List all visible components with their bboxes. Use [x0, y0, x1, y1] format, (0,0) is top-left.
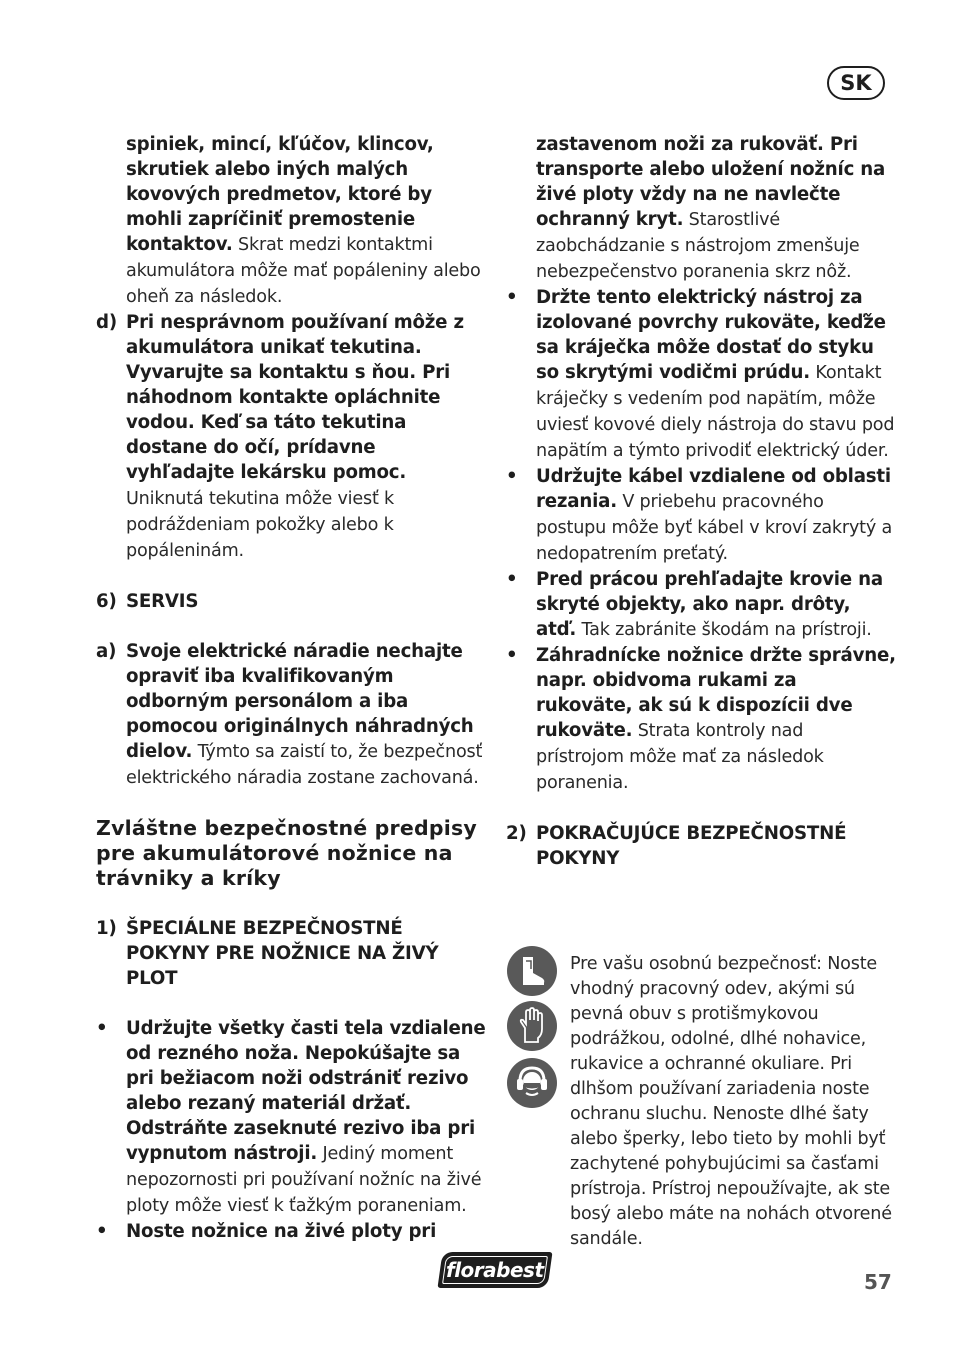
section-6-title: SERVIS — [126, 591, 199, 612]
bullet-1-text: Jediný moment nepozornosti pri používaní nožníc na živé ploty môže viesť k ťažkým poraneniam. — [126, 1144, 482, 1216]
section-6-servis — [96, 589, 486, 614]
bullet-5-text: Tak zabránite škodám na prístroji. — [576, 620, 872, 640]
bullet-icon: • — [96, 1221, 108, 1242]
logo-text: florabest — [446, 1258, 544, 1282]
bullet-2-cont-bold: zastavenom noži za rukoväť. Pri transporte alebo uložení nožníc na živé ploty vždy na ne navlečte ochranný kryt. — [536, 134, 886, 230]
item-a-marker: a) — [96, 641, 117, 662]
bullet-5-bold: Pred prácou prehľadajte krovie na skryté objekty, ako napr. drôty, atď. — [536, 569, 883, 640]
language-code: SK — [840, 71, 872, 95]
bullet-6-bold: Záhradnícke nožnice držte správne, napr. obidvoma rukami za rukoväte, ak sú k dispozícii dve rukoväte. — [536, 645, 896, 741]
subsection-1-title: ŠPECIÁLNE BEZPEČNOSTNÉ POKYNY PRE NOŽNICE NA ŽIVÝ PLOT — [126, 918, 439, 989]
language-badge — [827, 66, 885, 100]
bullet-2-bold: Noste nožnice na živé ploty pri — [126, 1221, 437, 1242]
bullet-icon: • — [506, 645, 518, 666]
item-d-bold: Pri nesprávnom používaní môže z akumulátora unikať tekutina. Vyvarujte sa kontaktu s ňou. Pri náhodnom kontakte opláchnite vodou. Keď sa táto tekutina dostane do očí, prídavne vyhľadajte lekársku pomoc. — [126, 312, 464, 483]
bullet-item-2 — [96, 1219, 486, 1244]
bullet-3-bold: Držte tento elektrický nástroj za izolované povrchy rukoväte, keďže sa kráječka môže dostať do styku so skrytými vodičmi prúdu. — [536, 287, 886, 383]
bullet-6-text: Strata kontroly nad prístrojom môže mať za následok poranenia. — [536, 721, 824, 793]
bullet-2-continued — [506, 132, 896, 285]
subsection-2 — [506, 821, 896, 871]
ear-protection-icon — [507, 1058, 557, 1108]
subsection-1-marker: 1) — [96, 918, 117, 939]
subsection-2-title: POKRAČUJÚCE BEZPEČNOSTNÉ POKYNY — [536, 823, 847, 869]
bullet-icon: • — [506, 287, 518, 308]
item-a — [96, 639, 486, 791]
bullet-icon: • — [506, 466, 518, 487]
florabest-logo — [437, 1252, 552, 1288]
item-c-bold: spiniek, mincí, kľúčov, klincov, skrutiek alebo iných malých kovových predmetov, ktoré by mohli zapríčiniť premostenie kontaktov. — [126, 134, 434, 255]
bullet-4-text: V priebehu pracovného postupu môže byť kábel v kroví zakrytý a nedopatrením preťatý. — [536, 492, 893, 564]
item-d-text: Uniknutá tekutina môže viesť k podráždeniam pokožky alebo k popáleninám. — [126, 489, 395, 561]
right-column — [506, 132, 896, 871]
bullet-item-3 — [506, 285, 896, 464]
section-6-marker: 6) — [96, 591, 117, 612]
bullet-3-text: Kontakt kráječky s vedením pod napätím, môže uviesť kovové diely nástroja do stavu pod napätím a týmto privodiť elektrický úder. — [536, 363, 895, 461]
ppe-instructions: Pre vašu osobnú bezpečnosť: Noste vhodný pracovný odev, akými sú pevná obuv s protišmykovou podrážkou, odolné, dlhé nohavice, rukavice a ochranné okuliare. Pri dlhšom používaní zariadenia noste ochranu sluchu. Nenoste dlhé šaty alebo šperky, lebo tieto by mohli byť zachytené pohybujúcimi sa časťami prístroja. Prístroj nepoužívajte, ak ste bosý alebo máte na nohách otvorené sandále. — [570, 953, 892, 1249]
subsection-2-marker: 2) — [506, 823, 527, 844]
bullet-1-bold: Udržujte všetky časti tela vzdialene od rezného noža. Nepokúšajte sa pri bežiacom noži odstrániť rezivo alebo rezaný materiál držať. Odstráňte zaseknuté rezivo iba pri vypnutom nástroji. — [126, 1018, 486, 1164]
item-a-text: Týmto sa zaistí to, že bezpečnosť elektrického náradia zostane zachovaná. — [126, 742, 483, 788]
special-safety-heading: Zvláštne bezpečnostné predpisy pre akumulátorové nožnice na trávniky a kríky — [96, 816, 477, 890]
bullet-item-6 — [506, 643, 896, 796]
item-d-marker: d) — [96, 312, 117, 333]
item-a-bold: Svoje elektrické náradie nechajte opraviť iba kvalifikovaným odborným personálom a iba pomocou originálnych náhradných dielov. — [126, 641, 474, 762]
safety-gloves-icon — [507, 1001, 557, 1051]
item-c-text: Skrat medzi kontaktmi akumulátora môže mať popáleniny alebo oheň za následok. — [126, 235, 481, 307]
page-number: 57 — [864, 1270, 892, 1294]
bullet-4-bold: Udržujte kábel vzdialene od oblasti rezania. — [536, 466, 891, 512]
item-d — [96, 310, 486, 564]
bullet-icon: • — [506, 569, 518, 590]
safety-boots-icon — [507, 946, 557, 996]
bullet-2-cont-text: Starostlivé zaobchádzanie s nástrojom zmenšuje nebezpečenstvo poranenia skrz nôž. — [536, 210, 860, 282]
bullet-item-5 — [506, 567, 896, 643]
bullet-item-1 — [96, 1016, 486, 1219]
left-column — [96, 132, 486, 1244]
bullet-icon: • — [96, 1018, 108, 1039]
item-c-continued — [96, 132, 486, 310]
subsection-1 — [96, 916, 486, 991]
bullet-item-4 — [506, 464, 896, 567]
